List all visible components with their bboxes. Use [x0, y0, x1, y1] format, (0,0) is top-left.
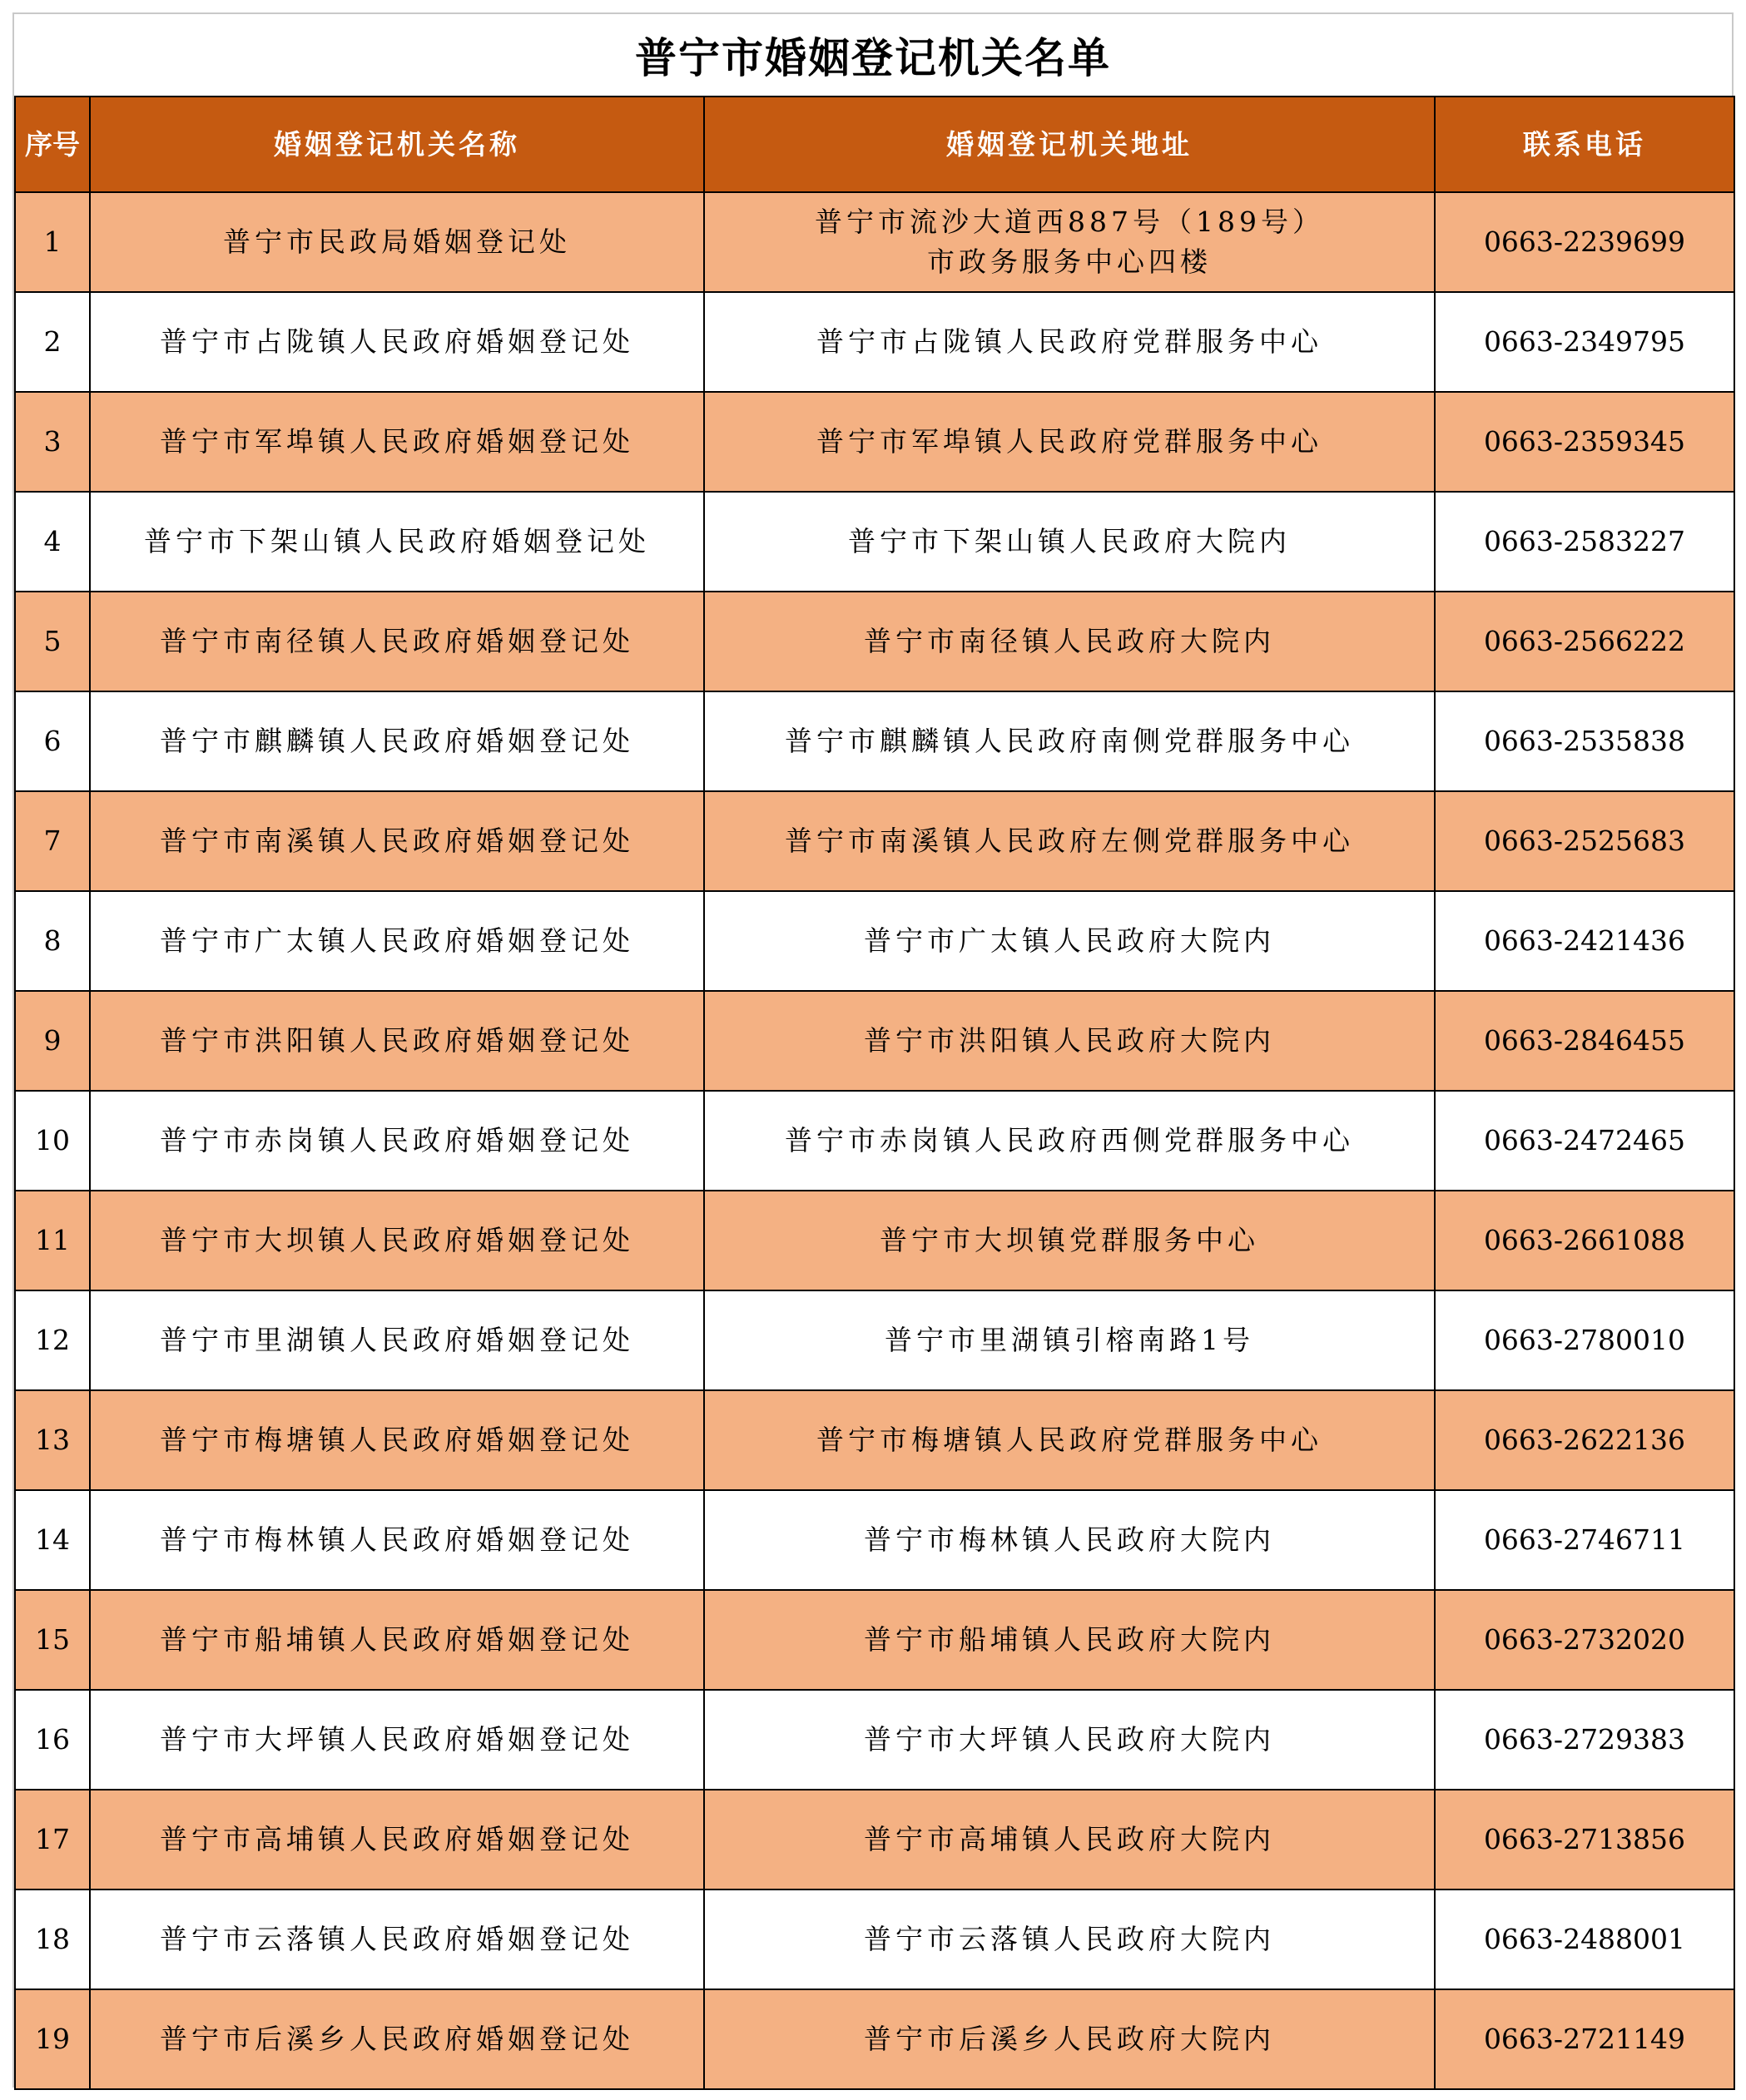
cell-name: 普宁市下架山镇人民政府婚姻登记处	[90, 492, 704, 592]
cell-name: 普宁市南溪镇人民政府婚姻登记处	[90, 791, 704, 891]
cell-seq: 9	[15, 991, 90, 1091]
table-row	[15, 592, 1734, 691]
cell-address: 普宁市赤岗镇人民政府西侧党群服务中心	[704, 1091, 1435, 1191]
cell-seq: 1	[15, 192, 90, 292]
cell-name: 普宁市大坪镇人民政府婚姻登记处	[90, 1690, 704, 1790]
cell-address: 普宁市大坝镇党群服务中心	[704, 1191, 1435, 1290]
cell-seq: 3	[15, 392, 90, 492]
table-row	[15, 292, 1734, 392]
cell-name: 普宁市里湖镇人民政府婚姻登记处	[90, 1290, 704, 1390]
cell-address: 普宁市梅塘镇人民政府党群服务中心	[704, 1390, 1435, 1490]
cell-address: 普宁市里湖镇引榕南路1号	[704, 1290, 1435, 1390]
table-row	[15, 1590, 1734, 1690]
table-row	[15, 1091, 1734, 1191]
cell-address: 普宁市下架山镇人民政府大院内	[704, 492, 1435, 592]
cell-name: 普宁市后溪乡人民政府婚姻登记处	[90, 1989, 704, 2089]
cell-phone: 0663-2488001	[1435, 1890, 1734, 1989]
cell-seq: 17	[15, 1790, 90, 1890]
cell-seq: 16	[15, 1690, 90, 1790]
header-address: 婚姻登记机关地址	[704, 97, 1435, 192]
cell-name: 普宁市南径镇人民政府婚姻登记处	[90, 592, 704, 691]
cell-phone: 0663-2349795	[1435, 292, 1734, 392]
table-row	[15, 1890, 1734, 1989]
cell-seq: 18	[15, 1890, 90, 1989]
cell-name: 普宁市赤岗镇人民政府婚姻登记处	[90, 1091, 704, 1191]
cell-address: 普宁市广太镇人民政府大院内	[704, 891, 1435, 991]
table-row	[15, 392, 1734, 492]
cell-seq: 2	[15, 292, 90, 392]
cell-address	[704, 192, 1435, 292]
cell-seq: 6	[15, 691, 90, 791]
cell-seq: 14	[15, 1490, 90, 1590]
cell-address-line1: 普宁市流沙大道西887号（189号）	[815, 206, 1324, 238]
header-seq: 序号	[15, 97, 90, 192]
cell-seq: 10	[15, 1091, 90, 1191]
cell-name: 普宁市梅林镇人民政府婚姻登记处	[90, 1490, 704, 1590]
cell-name: 普宁市云落镇人民政府婚姻登记处	[90, 1890, 704, 1989]
cell-name: 普宁市军埠镇人民政府婚姻登记处	[90, 392, 704, 492]
cell-name: 普宁市高埔镇人民政府婚姻登记处	[90, 1790, 704, 1890]
table-row	[15, 1989, 1734, 2089]
header-row	[15, 97, 1734, 192]
cell-address: 普宁市麒麟镇人民政府南侧党群服务中心	[704, 691, 1435, 791]
cell-phone: 0663-2239699	[1435, 192, 1734, 292]
cell-address: 普宁市梅林镇人民政府大院内	[704, 1490, 1435, 1590]
cell-phone: 0663-2583227	[1435, 492, 1734, 592]
cell-name: 普宁市洪阳镇人民政府婚姻登记处	[90, 991, 704, 1091]
cell-address: 普宁市南溪镇人民政府左侧党群服务中心	[704, 791, 1435, 891]
cell-address: 普宁市船埔镇人民政府大院内	[704, 1590, 1435, 1690]
cell-phone: 0663-2472465	[1435, 1091, 1734, 1191]
table-row	[15, 1490, 1734, 1590]
cell-seq: 7	[15, 791, 90, 891]
cell-address: 普宁市高埔镇人民政府大院内	[704, 1790, 1435, 1890]
table-row	[15, 492, 1734, 592]
table-row	[15, 791, 1734, 891]
cell-phone: 0663-2359345	[1435, 392, 1734, 492]
cell-phone: 0663-2713856	[1435, 1790, 1734, 1890]
cell-address: 普宁市占陇镇人民政府党群服务中心	[704, 292, 1435, 392]
cell-phone: 0663-2421436	[1435, 891, 1734, 991]
header-phone: 联系电话	[1435, 97, 1734, 192]
cell-phone: 0663-2746711	[1435, 1490, 1734, 1590]
cell-phone: 0663-2535838	[1435, 691, 1734, 791]
cell-seq: 5	[15, 592, 90, 691]
cell-phone: 0663-2780010	[1435, 1290, 1734, 1390]
cell-address: 普宁市南径镇人民政府大院内	[704, 592, 1435, 691]
table-row	[15, 1191, 1734, 1290]
table-row	[15, 192, 1734, 292]
cell-address: 普宁市大坪镇人民政府大院内	[704, 1690, 1435, 1790]
table-body	[15, 192, 1734, 2089]
cell-phone: 0663-2729383	[1435, 1690, 1734, 1790]
page-title: 普宁市婚姻登记机关名单	[635, 34, 1111, 82]
cell-seq: 15	[15, 1590, 90, 1690]
cell-address: 普宁市军埠镇人民政府党群服务中心	[704, 392, 1435, 492]
cell-name: 普宁市船埔镇人民政府婚姻登记处	[90, 1590, 704, 1690]
registry-table	[14, 96, 1735, 2090]
table-row	[15, 1290, 1734, 1390]
cell-phone: 0663-2846455	[1435, 991, 1734, 1091]
cell-seq: 13	[15, 1390, 90, 1490]
header-name: 婚姻登记机关名称	[90, 97, 704, 192]
cell-name: 普宁市麒麟镇人民政府婚姻登记处	[90, 691, 704, 791]
cell-address: 普宁市云落镇人民政府大院内	[704, 1890, 1435, 1989]
cell-address-line2: 市政务服务中心四楼	[927, 245, 1212, 278]
cell-seq: 4	[15, 492, 90, 592]
cell-name: 普宁市民政局婚姻登记处	[90, 192, 704, 292]
cell-address: 普宁市后溪乡人民政府大院内	[704, 1989, 1435, 2089]
table-row	[15, 991, 1734, 1091]
cell-phone: 0663-2622136	[1435, 1390, 1734, 1490]
cell-phone: 0663-2732020	[1435, 1590, 1734, 1690]
cell-seq: 8	[15, 891, 90, 991]
cell-phone: 0663-2525683	[1435, 791, 1734, 891]
cell-phone: 0663-2566222	[1435, 592, 1734, 691]
cell-phone: 0663-2661088	[1435, 1191, 1734, 1290]
cell-seq: 19	[15, 1989, 90, 2089]
cell-name: 普宁市梅塘镇人民政府婚姻登记处	[90, 1390, 704, 1490]
table-row	[15, 891, 1734, 991]
cell-name: 普宁市广太镇人民政府婚姻登记处	[90, 891, 704, 991]
cell-name: 普宁市占陇镇人民政府婚姻登记处	[90, 292, 704, 392]
document-sheet	[12, 12, 1734, 2088]
table-row	[15, 691, 1734, 791]
table-row	[15, 1690, 1734, 1790]
table-row	[15, 1790, 1734, 1890]
table-row	[15, 1390, 1734, 1490]
table-header	[15, 97, 1734, 192]
cell-address: 普宁市洪阳镇人民政府大院内	[704, 991, 1435, 1091]
cell-phone: 0663-2721149	[1435, 1989, 1734, 2089]
cell-seq: 11	[15, 1191, 90, 1290]
cell-name: 普宁市大坝镇人民政府婚姻登记处	[90, 1191, 704, 1290]
cell-seq: 12	[15, 1290, 90, 1390]
